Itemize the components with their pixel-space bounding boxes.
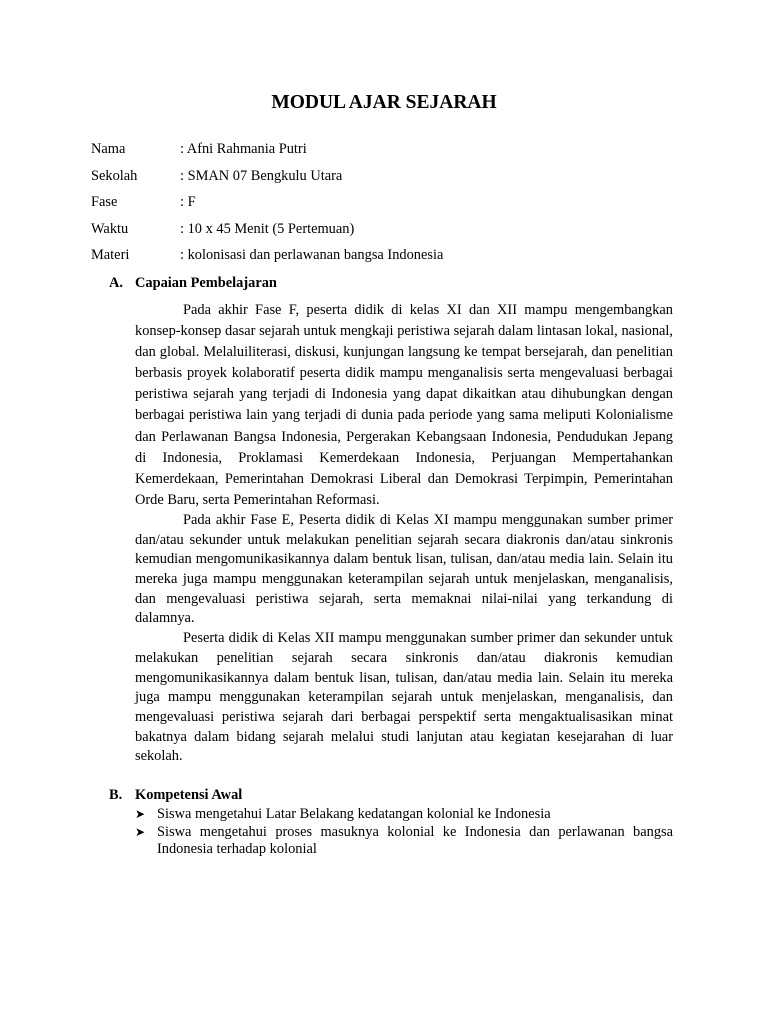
section-title: Capaian Pembelajaran — [135, 275, 277, 291]
info-value: : F — [180, 194, 196, 210]
info-label: Fase — [91, 194, 118, 210]
list-item — [135, 824, 673, 859]
list-item-text: Siswa mengetahui proses masuknya kolonial ke Indonesia dan perlawanan bangsa Indonesia terhadap kolonial — [157, 823, 673, 857]
info-label: Nama — [91, 141, 126, 157]
arrow-bullet-icon: ➤ — [135, 807, 146, 821]
info-row-waktu — [91, 221, 443, 248]
section-letter: B. — [109, 787, 123, 803]
info-row-sekolah — [91, 168, 443, 195]
section-a-heading — [109, 275, 277, 292]
section-a-body — [135, 300, 673, 767]
info-table — [91, 141, 443, 274]
paragraph: Pada akhir Fase E, Peserta didik di Kelas XI mampu menggunakan sumber primer dan/atau sekunder untuk melakukan penelitian sejarah secara diakronis dan/atau sinkronis kemudian mengomunikasikannya dalam bentuk lisan, tulisan, dan/atau media lain. Selain itu mereka juga mampu menggunakan keterampilan sejarah untuk menjelaskan, menganalisis, dan mengevaluasi peristiwa sejarah, serta memaknai nilai-nilai yang terkandung di dalamnya. — [135, 511, 673, 627]
paragraph: Pada akhir Fase F, peserta didik di kelas XI dan XII mampu mengembangkan konsep-konsep dasar sejarah untuk mengkaji peristiwa sejarah dalam lintasan lokal, nasional, dan global. Melaluiliterasi, diskusi, kunjungan langsung ke tempat bersejarah, dan penelitian berbasis proyek kolaboratif peserta didik mampu menganalisis serta mengevaluasi berbagai peristiwa sejarah yang terjadi di Indonesia yang dapat dikaitkan atau dihubungkan dengan berbagai peristiwa lain yang terjadi di dunia pada periode yang sama meliputi Kolonialisme dan Perlawanan Bangsa Indonesia, Pergerakan Kebangsaan Indonesia, Pendudukan Jepang di Indonesia, Proklamasi Kemerdekaan Indonesia, Perjuangan Mempertahankan Kemerdekaan, Pemerintahan Demokrasi Liberal dan Demokrasi Terpimpin, Pemerintahan Orde Baru, serta Pemerintahan Reformasi. — [135, 302, 673, 508]
info-label: Materi — [91, 247, 130, 263]
section-b-heading — [109, 787, 242, 804]
info-row-nama — [91, 141, 443, 168]
list-item-text: Siswa mengetahui Latar Belakang kedatangan kolonial ke Indonesia — [157, 806, 551, 822]
info-row-fase — [91, 194, 443, 221]
info-value: : kolonisasi dan perlawanan bangsa Indonesia — [180, 247, 444, 263]
info-label: Sekolah — [91, 167, 138, 184]
page-title: MODUL AJAR SEJARAH — [271, 92, 497, 113]
section-b-list — [135, 806, 673, 859]
info-row-materi — [91, 247, 443, 274]
section-title: Kompetensi Awal — [135, 787, 243, 803]
info-label: Waktu — [91, 220, 129, 237]
section-letter: A. — [109, 275, 123, 291]
info-value: : SMAN 07 Bengkulu Utara — [180, 167, 343, 184]
arrow-bullet-icon: ➤ — [135, 824, 146, 839]
info-value: : Afni Rahmania Putri — [180, 141, 307, 157]
list-item — [135, 806, 673, 824]
paragraph: Peserta didik di Kelas XII mampu menggunakan sumber primer dan sekunder untuk melakukan penelitian sejarah secara sinkronis dan/atau diakronis kemudian mengomunikasikannya dalam bentuk lisan, tulisan, dan/atau media lain. Selain itu mereka juga mampu menggunakan keterampilan sejarah untuk menjelaskan, menganalisis, dan mengevaluasi peristiwa sejarah dari berbagai perspektif serta mengaktualisasikan minat bakatnya dalam bidang sejarah melalui studi lanjutan atau kegiatan kesejarahan di luar sekolah. — [135, 630, 673, 765]
info-value: : 10 x 45 Menit (5 Pertemuan) — [180, 220, 355, 237]
